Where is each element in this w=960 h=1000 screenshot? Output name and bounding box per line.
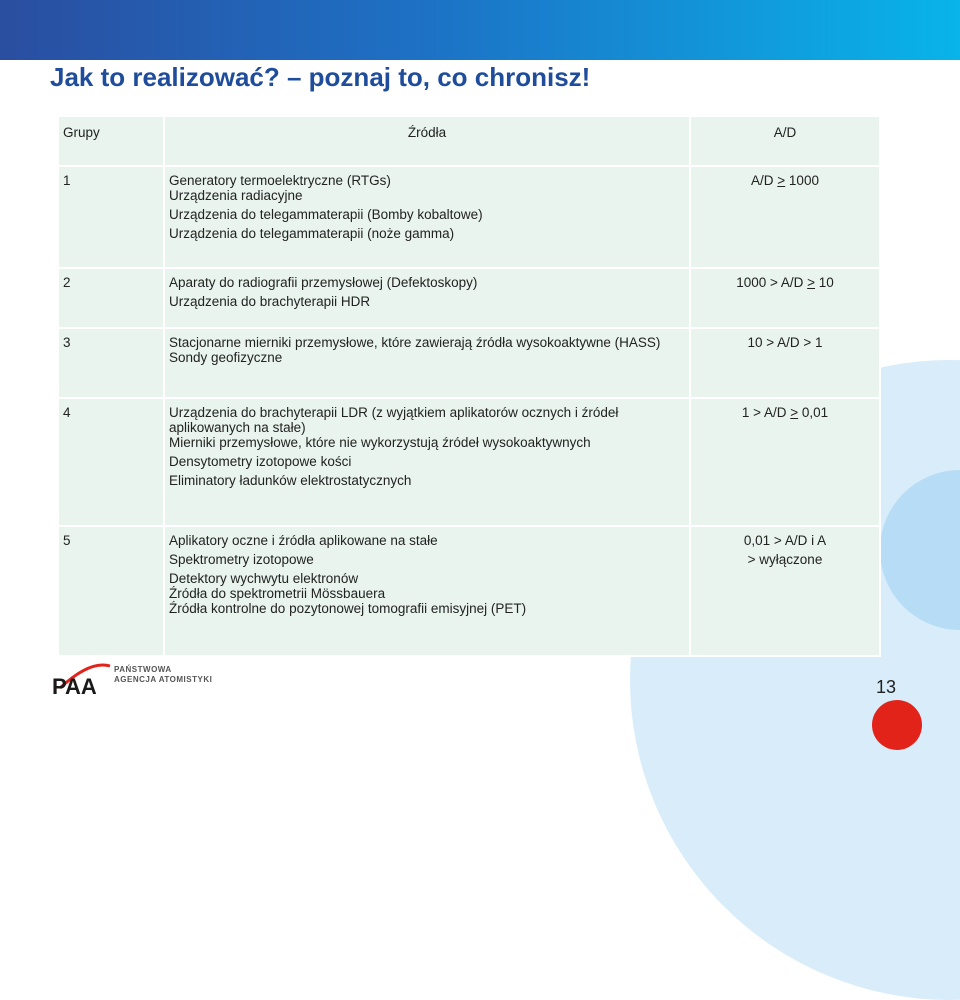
source-item: Źródła do spektrometrii Mössbauera — [169, 586, 386, 601]
ad-line: > wyłączone — [747, 552, 823, 567]
source-item: Aparaty do radiografii przemysłowej (Defektoskopy) — [169, 275, 478, 290]
table-row — [58, 268, 880, 328]
source-item: Densytometry izotopowe kości — [169, 454, 352, 469]
source-item: Urządzenia do brachyterapii HDR — [169, 294, 371, 309]
ad-cell — [690, 268, 880, 328]
ad-text: 10 — [815, 275, 834, 290]
group-cell: 4 — [58, 398, 164, 526]
sources-cell — [164, 526, 690, 656]
ad-text: 1 > A/D — [741, 405, 791, 420]
group-cell: 3 — [58, 328, 164, 398]
sources-cell — [164, 398, 690, 526]
ad-operator: > — [807, 275, 816, 290]
source-item: Spektrometry izotopowe — [169, 552, 314, 567]
ad-text: 10 > A/D > 1 — [747, 335, 823, 350]
source-categories-table — [57, 115, 881, 657]
table-row — [58, 166, 880, 268]
group-cell: 5 — [58, 526, 164, 656]
source-item: Urządzenia do brachyterapii LDR (z wyjątkiem aplikatorów ocznych i źródeł aplikowanych na stałe) — [169, 405, 619, 435]
source-item: Aplikatory oczne i źródła aplikowane na stałe — [169, 533, 438, 548]
logo-line: AGENCJA ATOMISTYKI — [114, 675, 213, 684]
logo-line: PAŃSTWOWA — [114, 665, 172, 674]
source-item: Urządzenia radiacyjne — [169, 188, 303, 203]
header-ad: A/D — [690, 116, 880, 166]
header-groups: Grupy — [58, 116, 164, 166]
source-item: Stacjonarne mierniki przemysłowe, które zawierają źródła wysokoaktywne (HASS) — [169, 335, 661, 350]
sources-cell — [164, 328, 690, 398]
source-item: Sondy geofizyczne — [169, 350, 283, 365]
ad-operator: > — [777, 173, 786, 188]
ad-cell — [690, 328, 880, 398]
sources-cell — [164, 268, 690, 328]
header-sources: Źródła — [164, 116, 690, 166]
ad-text: 1000 — [785, 173, 819, 188]
ad-line: 0,01 > A/D i A — [743, 533, 827, 548]
source-item: Mierniki przemysłowe, które nie wykorzystują źródeł wysokoaktywnych — [169, 435, 591, 450]
table-row — [58, 328, 880, 398]
ad-text: 0,01 — [798, 405, 829, 420]
source-item: Źródła kontrolne do pozytonowej tomografii emisyjnej (PET) — [169, 601, 527, 616]
source-item: Urządzenia do telegammaterapii (noże gamma) — [169, 226, 455, 241]
logo-mark: PAA — [52, 674, 97, 699]
source-item: Urządzenia do telegammaterapii (Bomby kobaltowe) — [169, 207, 483, 222]
ad-cell — [690, 398, 880, 526]
ad-text: 1000 > A/D — [736, 275, 808, 290]
logo-text — [114, 665, 212, 685]
table-row — [58, 398, 880, 526]
page-number: 13 — [876, 677, 897, 697]
group-cell: 1 — [58, 166, 164, 268]
sources-cell — [164, 166, 690, 268]
ad-text: A/D — [751, 173, 778, 188]
ad-cell — [690, 166, 880, 268]
ad-cell — [690, 526, 880, 656]
table-header-row — [58, 116, 880, 166]
ad-operator: > — [790, 405, 799, 420]
table-row — [58, 526, 880, 656]
page-title: Jak to realizować? – poznaj to, co chronisz! — [50, 62, 591, 92]
source-item: Generatory termoelektryczne (RTGs) — [169, 173, 391, 188]
source-item: Eliminatory ładunków elektrostatycznych — [169, 473, 412, 488]
source-item: Detektory wychwytu elektronów — [169, 571, 359, 586]
group-cell: 2 — [58, 268, 164, 328]
decorative-red-dot — [872, 700, 922, 750]
